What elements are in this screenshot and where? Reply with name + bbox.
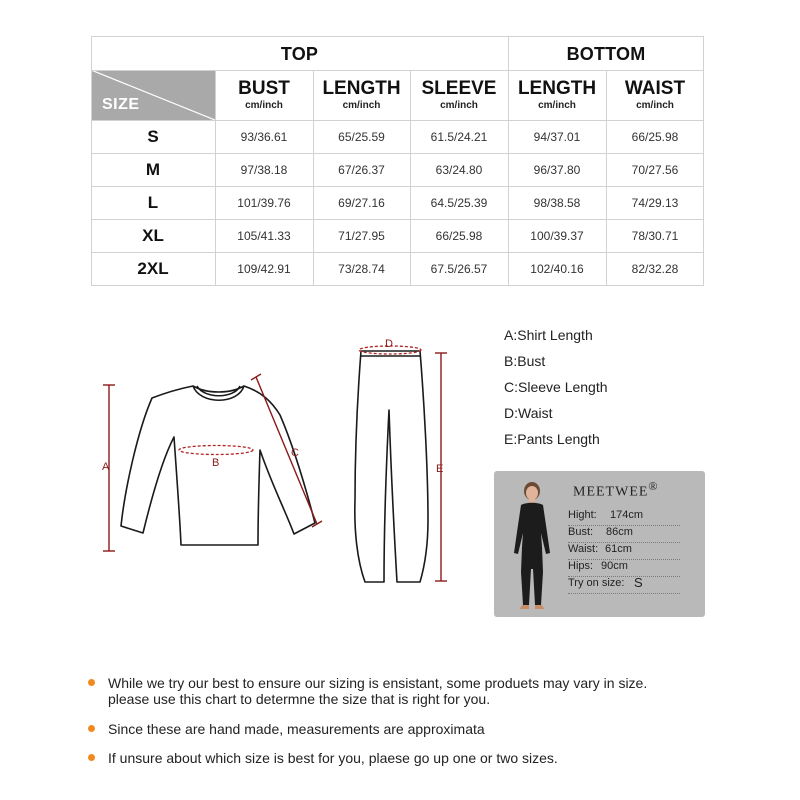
table-cell: 66/25.98 xyxy=(435,229,483,243)
col-bust-header xyxy=(215,70,313,120)
shirt-collar xyxy=(193,386,244,400)
note-line: While we try our best to ensure our sizing is ensistant, some produets may vary in size. xyxy=(108,675,648,691)
bullet-dot xyxy=(88,754,95,761)
col-header-name: LENGTH xyxy=(322,78,401,99)
table-border xyxy=(91,36,704,37)
stat-label: Hight: xyxy=(568,509,597,521)
table-cell: 70/27.56 xyxy=(631,163,679,177)
stat-label: Bust: xyxy=(568,526,594,538)
stat-label: Waist: xyxy=(568,543,599,555)
col-header-name: BUST xyxy=(238,78,290,99)
col-header-unit: cm/inch xyxy=(342,100,381,111)
table-cell: 74/29.13 xyxy=(631,196,679,210)
model-stat-try-on-size xyxy=(568,575,680,594)
size-cell: L xyxy=(147,193,159,212)
table-border xyxy=(313,70,314,286)
table-cell: 61.5/24.21 xyxy=(430,130,488,144)
bottom-group-title: BOTTOM xyxy=(566,44,646,64)
label-c: C xyxy=(291,447,299,459)
legend-waist: D:Waist xyxy=(504,405,553,421)
col-header-name: WAIST xyxy=(624,78,686,99)
table-border xyxy=(508,36,509,286)
col-header-name: SLEEVE xyxy=(421,78,497,99)
legend-bust: B:Bust xyxy=(504,353,546,369)
table-cell: 66/25.98 xyxy=(631,130,679,144)
table-border xyxy=(91,120,704,121)
table-cell: 82/32.28 xyxy=(631,262,679,276)
col-header-unit: cm/inch xyxy=(538,100,576,111)
table-border xyxy=(91,219,704,220)
pants-outline xyxy=(355,351,428,582)
table-border xyxy=(215,70,216,286)
size-cell: S xyxy=(147,127,159,146)
col-header-name: LENGTH xyxy=(517,78,597,99)
col-header-unit: cm/inch xyxy=(636,100,674,111)
table-cell: 109/42.91 xyxy=(237,262,291,276)
table-cell: 69/27.16 xyxy=(338,196,385,210)
bullet-dot xyxy=(88,679,95,686)
stat-value: 90cm xyxy=(601,560,628,572)
size-cell: XL xyxy=(142,226,164,245)
table-cell: 101/39.76 xyxy=(237,196,291,210)
table-border xyxy=(703,36,704,286)
table-cell: 102/40.16 xyxy=(530,262,584,276)
note-line: please use this chart to determne the size that is right for you. xyxy=(108,691,491,707)
col-header-unit: cm/inch xyxy=(440,100,478,111)
table-cell: 71/27.95 xyxy=(338,229,385,243)
note-hand-made xyxy=(108,721,485,737)
brand-text: MEETWEE xyxy=(573,484,649,500)
stat-label: Hips: xyxy=(568,560,594,572)
size-chart-table xyxy=(91,36,704,286)
table-cell: 93/36.61 xyxy=(240,130,288,144)
measure-b-bust-ellipse xyxy=(179,446,253,455)
table-border xyxy=(91,153,704,154)
legend-pants-length: E:Pants Length xyxy=(504,431,600,447)
stat-label: Try on size: xyxy=(568,577,625,589)
garment-measurement-diagram xyxy=(0,300,480,600)
col-top-length-header xyxy=(313,70,410,120)
size-header-label: SIZE xyxy=(102,96,140,113)
size-cell: M xyxy=(145,160,161,179)
label-b: B xyxy=(212,457,220,469)
table-cell: 78/30.71 xyxy=(631,229,679,243)
table-cell: 105/41.33 xyxy=(237,229,291,243)
table-border xyxy=(91,36,92,286)
label-e: E xyxy=(436,463,444,475)
table-border xyxy=(410,70,411,286)
table-cell: 97/38.18 xyxy=(240,163,288,177)
top-group-title: TOP xyxy=(280,44,319,64)
size-cell: 2XL xyxy=(137,259,169,278)
stat-value: 86cm xyxy=(606,526,633,538)
legend-shirt-length: A:Shirt Length xyxy=(504,327,593,343)
col-bottom-length-header xyxy=(508,70,606,120)
brand-name xyxy=(573,479,659,501)
table-cell: 67/26.37 xyxy=(338,163,385,177)
table-cell: 100/39.37 xyxy=(530,229,584,243)
note-size-up xyxy=(108,750,558,766)
model-info-card xyxy=(494,471,705,617)
table-cell: 64.5/25.39 xyxy=(430,196,488,210)
col-waist-header xyxy=(606,70,704,120)
registered-mark: ® xyxy=(648,479,659,493)
table-border xyxy=(91,70,704,71)
note-sizing-consistency xyxy=(108,675,647,707)
col-header-unit: cm/inch xyxy=(245,100,283,111)
stat-value: S xyxy=(634,575,643,590)
note-line: Since these are hand made, measurements are approximata xyxy=(108,721,485,737)
stat-value: 61cm xyxy=(605,543,632,555)
table-cell: 94/37.01 xyxy=(533,130,581,144)
table-cell: 96/37.80 xyxy=(533,163,581,177)
note-line: If unsure about which size is best for you, plaese go up one or two sizes. xyxy=(108,750,558,766)
table-cell: 67.5/26.57 xyxy=(430,262,488,276)
table-border xyxy=(606,70,607,286)
table-border xyxy=(91,252,704,253)
table-border xyxy=(91,285,704,286)
bullet-dot xyxy=(88,725,95,732)
col-sleeve-header xyxy=(410,70,508,120)
model-photo xyxy=(502,477,562,613)
measure-c-line xyxy=(256,377,317,524)
label-a: A xyxy=(102,461,110,473)
table-cell: 63/24.80 xyxy=(435,163,483,177)
table-border xyxy=(91,186,704,187)
measure-c-cap-top xyxy=(251,374,261,380)
size-corner-cell xyxy=(91,70,215,120)
legend-sleeve-length: C:Sleeve Length xyxy=(504,379,608,395)
table-cell: 73/28.74 xyxy=(338,262,385,276)
label-d: D xyxy=(385,338,393,350)
table-cell: 65/25.59 xyxy=(338,130,385,144)
stat-value: 174cm xyxy=(610,509,644,521)
table-cell: 98/38.58 xyxy=(533,196,581,210)
